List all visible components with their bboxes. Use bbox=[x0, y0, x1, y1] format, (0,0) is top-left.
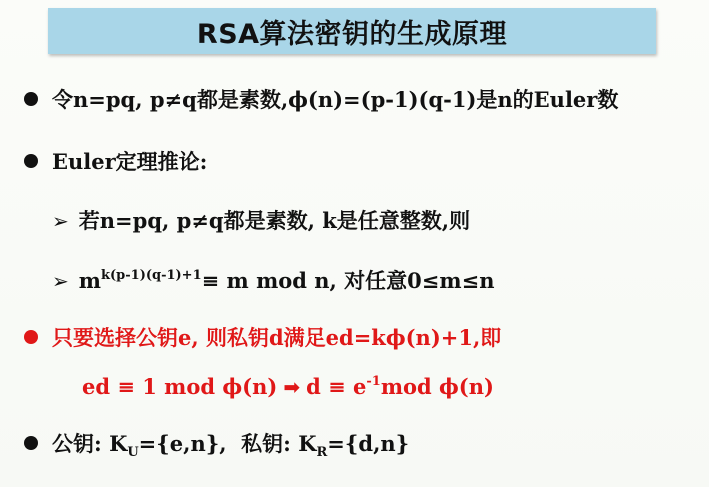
bullet-row-4 bbox=[24, 428, 409, 458]
bullet-row-2 bbox=[24, 146, 207, 176]
slide-title: RSA算法密钥的生成原理 bbox=[196, 18, 508, 50]
equation-row bbox=[82, 374, 494, 399]
formula-exponent: k(p-1)(q-1)+1 bbox=[101, 268, 202, 283]
bullet-text-1: 令n=pq, p≠q都是素数,ϕ(n)=(p-1)(q-1)是n的Euler数 bbox=[52, 87, 619, 112]
arrowhead-right-icon: ➢ bbox=[52, 209, 69, 233]
bullet-text-3: 只要选择公钥e, 则私钥d满足ed=kϕ(n)+1,即 bbox=[52, 325, 502, 350]
formula-base: m bbox=[78, 268, 101, 293]
bullet-dot-icon bbox=[24, 92, 38, 106]
formula-rest: ≡ m mod n, 对任意0≤m≤n bbox=[201, 268, 495, 293]
bullet-row-1 bbox=[24, 84, 618, 114]
bullet-text-2: Euler定理推论: bbox=[52, 149, 208, 174]
key-text-a: 公钥: K bbox=[52, 431, 128, 456]
equation-right-a: d ≡ e bbox=[306, 374, 367, 399]
key-subscript-r: R bbox=[316, 445, 328, 460]
arrowhead-right-icon: ➢ bbox=[52, 269, 69, 293]
bullet-row-3 bbox=[24, 322, 501, 352]
key-subscript-u: U bbox=[127, 445, 139, 460]
equation-left: ed ≡ 1 mod ϕ(n) bbox=[82, 374, 278, 399]
sub-bullet-text-1: 若n=pq, p≠q都是素数, k是任意整数,则 bbox=[78, 208, 471, 233]
title-bar bbox=[48, 8, 656, 54]
bullet-dot-icon bbox=[24, 154, 38, 168]
sub-bullet-row-1 bbox=[52, 205, 470, 235]
implies-arrow-icon: ➡ bbox=[283, 375, 301, 399]
sub-bullet-row-2 bbox=[52, 265, 494, 295]
key-text-c: ={d,n} bbox=[327, 431, 410, 456]
equation-right-b: mod ϕ(n) bbox=[380, 374, 494, 399]
equation-right-exponent: -1 bbox=[366, 374, 381, 389]
bullet-dot-icon bbox=[24, 436, 38, 450]
key-text-b: ={e,n}, 私钥: K bbox=[138, 431, 317, 456]
bullet-dot-icon bbox=[24, 330, 38, 344]
